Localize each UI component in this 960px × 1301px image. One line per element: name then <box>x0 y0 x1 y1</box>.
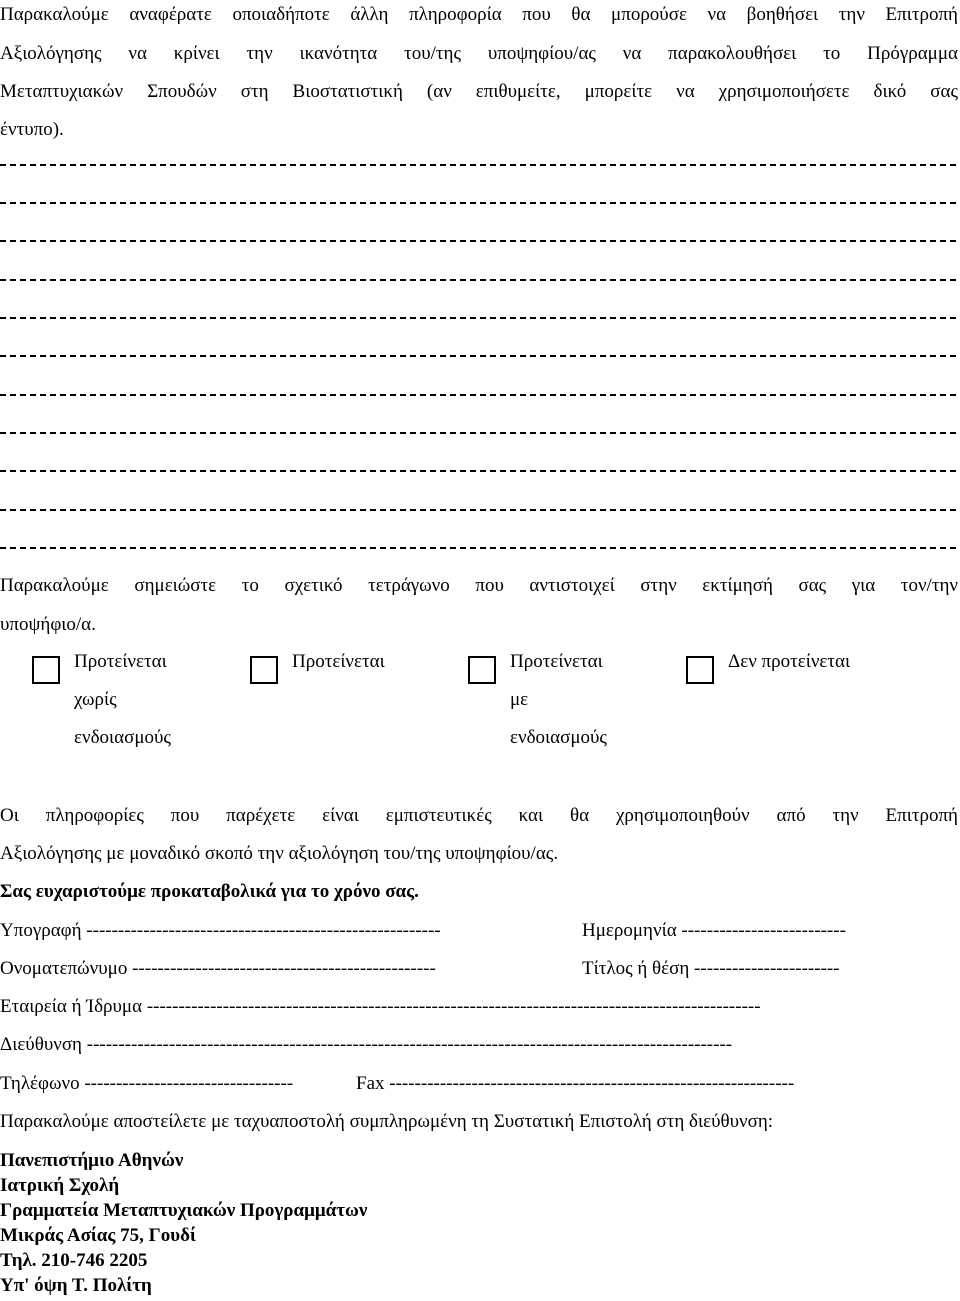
option-label-line: με <box>510 689 529 710</box>
answer-line[interactable] <box>0 509 956 511</box>
intro-line-2: Αξιολόγησης να κρίνει την ικανότητα του/της υποψηφίου/ας να παρακολουθήσει το Πρόγραμμα <box>0 43 958 64</box>
send-instruction: Παρακαλούμε αποστείλετε με ταχυαποστολή συμπληρωμένη τη Συστατική Επιστολή στη διεύθυνση: <box>0 1111 774 1132</box>
option-label-line: χωρίς <box>74 689 117 710</box>
option-recommended <box>292 651 385 689</box>
option-label-line: Προτείνεται <box>74 651 167 672</box>
answer-line[interactable] <box>0 202 956 204</box>
instruction-line-1: Παρακαλούμε σημειώστε το σχετικό τετράγωνο που αντιστοιχεί στην εκτίμησή σας για τον/την <box>0 575 958 596</box>
confidential-line-1: Οι πληροφορίες που παρέχετε είναι εμπιστευτικές και θα χρησιμοποιηθούν από την Επιτροπή <box>0 805 958 826</box>
answer-line[interactable] <box>0 279 956 281</box>
option-label-line: Προτείνεται <box>510 651 603 672</box>
answer-line[interactable] <box>0 164 956 166</box>
address-university: Πανεπιστήμιο Αθηνών <box>0 1150 184 1171</box>
answer-line[interactable] <box>0 240 956 242</box>
name-field[interactable]: Ονοματεπώνυμο ------------------------------------------------ <box>0 958 436 979</box>
checkbox-recommended-with-reservations[interactable] <box>468 656 496 684</box>
answer-line[interactable] <box>0 394 956 396</box>
confidential-line-2: Αξιολόγησης με μοναδικό σκοπό την αξιολόγηση του/της υποψηφίου/ας. <box>0 843 559 864</box>
intro-line-3: Μεταπτυχιακών Σπουδών στη Βιοστατιστική (αν επιθυμείτε, μπορείτε να χρησιμοποιήσετε δικό σας <box>0 81 958 102</box>
fax-field[interactable]: Fax ---------------------------------------------------------------- <box>356 1073 795 1094</box>
intro-line-1: Παρακαλούμε αναφέρατε οποιαδήποτε άλλη πληροφορία που θα μπορούσε να βοηθήσει την Επιτροπή <box>0 4 958 25</box>
option-not-recommended <box>728 651 850 689</box>
option-label-line: Δεν προτείνεται <box>728 651 851 672</box>
address-phone: Τηλ. 210-746 2205 <box>0 1250 148 1271</box>
address-attention: Υπ' όψη Τ. Πολίτη <box>0 1275 152 1296</box>
thanks-text: Σας ευχαριστούμε προκαταβολικά για το χρόνο σας. <box>0 881 419 902</box>
option-label-line: ενδοιασμούς <box>510 727 607 748</box>
company-field[interactable]: Εταιρεία ή Ίδρυμα ------------------------------------------------------------------------------------------------- <box>0 996 761 1017</box>
option-recommended-with-reservations <box>510 651 607 765</box>
option-label-line: ενδοιασμούς <box>74 727 171 748</box>
phone-field[interactable]: Τηλέφωνο --------------------------------- <box>0 1073 294 1094</box>
checkbox-not-recommended[interactable] <box>686 656 714 684</box>
answer-line[interactable] <box>0 317 956 319</box>
option-recommended-without-reservations <box>74 651 171 765</box>
signature-field[interactable]: Υπογραφή -------------------------------------------------------- <box>0 920 441 941</box>
address-office: Γραμματεία Μεταπτυχιακών Προγραμμάτων <box>0 1200 368 1221</box>
checkbox-recommended-without-reservations[interactable] <box>32 656 60 684</box>
address-street: Μικράς Ασίας 75, Γουδί <box>0 1225 196 1246</box>
checkbox-recommended[interactable] <box>250 656 278 684</box>
answer-line[interactable] <box>0 355 956 357</box>
intro-line-4: έντυπο). <box>0 119 64 140</box>
answer-line[interactable] <box>0 470 956 472</box>
address-school: Ιατρική Σχολή <box>0 1175 120 1196</box>
answer-line[interactable] <box>0 547 956 549</box>
title-field[interactable]: Τίτλος ή θέση ----------------------- <box>582 958 840 979</box>
option-label-line: Προτείνεται <box>292 651 385 672</box>
answer-line[interactable] <box>0 432 956 434</box>
date-field[interactable]: Ημερομηνία -------------------------- <box>582 920 846 941</box>
address-field[interactable]: Διεύθυνση ------------------------------------------------------------------------------------------------------ <box>0 1034 733 1055</box>
instruction-line-2: υποψήφιο/α. <box>0 614 96 635</box>
